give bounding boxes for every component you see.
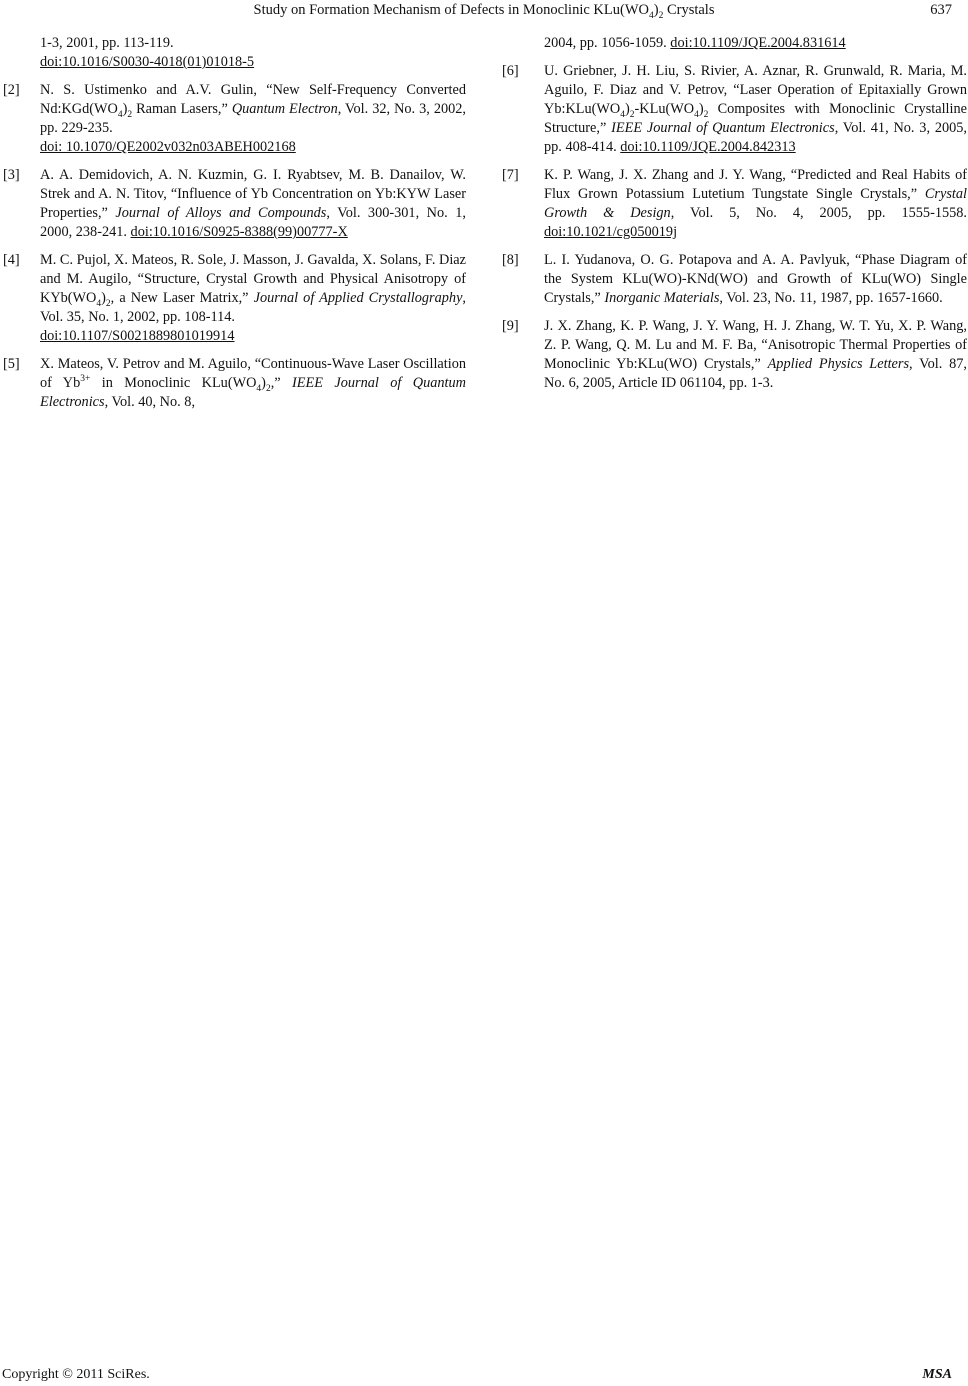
- reference-text: , Vol. 40, No. 8,: [104, 394, 196, 410]
- subscript: 2: [629, 109, 635, 120]
- reference-text: K. P. Wang, J. X. Zhang and J. Y. Wang, “Predicted and Real Habits of Flux Grown Potassium Lutetium Tungstate Single Crystals,”: [544, 167, 967, 202]
- reference-text: [40, 355, 466, 412]
- subscript: 4: [256, 383, 262, 394]
- reference-text: in Monoclinic KLu(WO: [90, 375, 257, 391]
- reference-text: , Vol. 5, No. 4, 2005, pp. 1555-1558.: [670, 205, 967, 221]
- reference-text: [544, 62, 967, 157]
- title-text: Study on Formation Mechanism of Defects in Monoclinic KLu(WO: [253, 2, 649, 18]
- reference-text: ): [698, 101, 704, 117]
- reference-3: [0, 166, 466, 242]
- doi-link[interactable]: doi:10.1016/S0030-4018(01)01018-5: [40, 54, 255, 70]
- reference-text: , Vol. 35, No. 1, 2002, pp. 108-114.: [40, 290, 466, 325]
- reference-number: [3]: [3, 167, 20, 183]
- reference-5-continued: [544, 34, 967, 53]
- page-number: 637: [930, 2, 952, 18]
- reference-text: A. A. Demidovich, A. N. Kuzmin, G. I. Ryabtsev, M. B. Danailov, W. Strek and A. N. Titov, “Influence of Yb Concentration on Yb:KYW Laser Properties,”: [40, 167, 466, 221]
- title-text: Crystals: [663, 2, 715, 18]
- reference-text: Composites with Monoclinic Crystalline Structure,”: [544, 101, 967, 136]
- doi-link[interactable]: doi:10.1109/JQE.2004.842313: [620, 139, 796, 155]
- reference-text: [544, 251, 967, 308]
- reference-text: ): [101, 290, 106, 306]
- journal-name: Journal of Applied Crystallography: [253, 290, 463, 306]
- subscript: 4: [96, 298, 102, 309]
- reference-number: [2]: [3, 82, 20, 98]
- reference-text: [40, 251, 466, 346]
- reference-text: [40, 81, 466, 157]
- subscript: 4: [620, 109, 625, 120]
- subscript: 2: [265, 383, 271, 394]
- subscript: 2: [105, 298, 111, 309]
- reference-9: [502, 317, 967, 393]
- title-text: ): [653, 2, 659, 18]
- reference-text: 1-3, 2001, pp. 113-119.: [40, 35, 174, 51]
- journal-name: IEEE Journal of Quantum Electronics: [611, 120, 835, 136]
- copyright-footer: Copyright © 2011 SciRes.: [2, 1367, 150, 1382]
- reference-text: ,”: [270, 375, 293, 391]
- doi-link[interactable]: doi:10.1016/S0925-8388(99)00777-X: [130, 224, 348, 240]
- subscript: 2: [127, 109, 133, 120]
- references-column-left: [0, 34, 466, 421]
- reference-number: [8]: [502, 252, 519, 268]
- subscript: 2: [703, 109, 709, 120]
- reference-2: [0, 81, 466, 157]
- reference-text: , Vol. 87, No. 6, 2005, Article ID 061104, pp. 1-3.: [544, 356, 967, 391]
- reference-text: Raman Lasers,”: [132, 101, 232, 117]
- reference-text: X. Mateos, V. Petrov and M. Aguilo, “Continuous-Wave Laser Oscillation of Yb: [40, 356, 466, 391]
- running-title: [0, 2, 968, 19]
- reference-text: 2004, pp. 1056-1059.: [544, 35, 671, 51]
- reference-text: ): [624, 101, 630, 117]
- reference-text: M. C. Pujol, X. Mateos, R. Sole, J. Masson, J. Gavalda, X. Solans, F. Diaz and M. Augilo, “Structure, Crystal Growth and Physical Anisotropy of KYb(WO: [40, 252, 466, 306]
- journal-name: Quantum Electron: [231, 101, 338, 117]
- reference-number: [9]: [502, 318, 519, 334]
- reference-text: , Vol. 41, No. 3, 2005, pp. 408-414.: [544, 120, 967, 155]
- doi-link[interactable]: doi:10.1107/S0021889801019914: [40, 328, 235, 344]
- reference-number: [7]: [502, 167, 519, 183]
- reference-8: [502, 251, 967, 308]
- journal-name: Journal of Alloys and Compounds: [115, 205, 327, 221]
- reference-text: L. I. Yudanova, O. G. Potapova and A. A. Pavlyuk, “Phase Diagram of the System KLu(WO)-KNd(WO) and Growth of KLu(WO) Single Crystals,”: [544, 252, 967, 306]
- superscript: 3+: [80, 374, 91, 385]
- reference-text: [544, 166, 967, 242]
- reference-text: [40, 166, 466, 242]
- reference-text: , Vol. 32, No. 3, 2002, pp. 229-235.: [40, 101, 466, 136]
- references-column-right: [502, 34, 967, 402]
- subscript: 4: [117, 109, 123, 120]
- reference-text: , Vol. 23, No. 11, 1987, pp. 1657-1660.: [719, 290, 943, 306]
- subscript: 4: [694, 109, 699, 120]
- title-subscript: 2: [658, 10, 664, 21]
- journal-name: IEEE Journal of Quantum Electronics: [40, 375, 467, 410]
- reference-continued: [40, 34, 466, 72]
- reference-4: [0, 251, 466, 346]
- reference-6: [502, 62, 967, 157]
- reference-text: ): [122, 101, 128, 117]
- reference-text: -KLu(WO: [634, 101, 695, 117]
- reference-text: J. X. Zhang, K. P. Wang, J. Y. Wang, H. J. Zhang, W. T. Yu, X. P. Wang, Z. P. Wang, Q. M. Lu and M. F. Ba, “Anisotropic Thermal Properties of Monoclinic Yb:KLu(WO) Crystals,”: [544, 318, 967, 372]
- reference-number: [5]: [3, 356, 20, 372]
- journal-name: Crystal Growth & Design: [544, 186, 967, 221]
- reference-5: [0, 355, 466, 412]
- reference-number: [6]: [502, 63, 519, 79]
- reference-text: , Vol. 300-301, No. 1, 2000, 238-241.: [40, 205, 466, 240]
- doi-link[interactable]: doi: 10.1070/QE2002v032n03ABEH002168: [40, 139, 296, 155]
- reference-number: [4]: [3, 252, 20, 268]
- running-header: [0, 0, 968, 26]
- journal-name: Inorganic Materials: [604, 290, 720, 306]
- reference-text: , a New Laser Matrix,”: [110, 290, 254, 306]
- doi-link[interactable]: doi:10.1021/cg050019j: [544, 224, 678, 240]
- reference-text: U. Griebner, J. H. Liu, S. Rivier, A. Aznar, R. Grunwald, R. Maria, M. Aguilo, F. Diaz and V. Petrov, “Laser Operation of Epitaxially Grown Yb:KLu(WO: [544, 63, 967, 117]
- reference-text: N. S. Ustimenko and A.V. Gulin, “New Self-Frequency Converted Nd:KGd(WO: [40, 82, 466, 117]
- title-subscript: 4: [648, 10, 654, 21]
- journal-name: Applied Physics Letters: [767, 356, 910, 372]
- reference-text: [544, 317, 967, 393]
- reference-7: [502, 166, 967, 242]
- journal-abbreviation: MSA: [922, 1367, 952, 1382]
- doi-link[interactable]: doi:10.1109/JQE.2004.831614: [670, 35, 846, 51]
- reference-text: ): [261, 375, 266, 391]
